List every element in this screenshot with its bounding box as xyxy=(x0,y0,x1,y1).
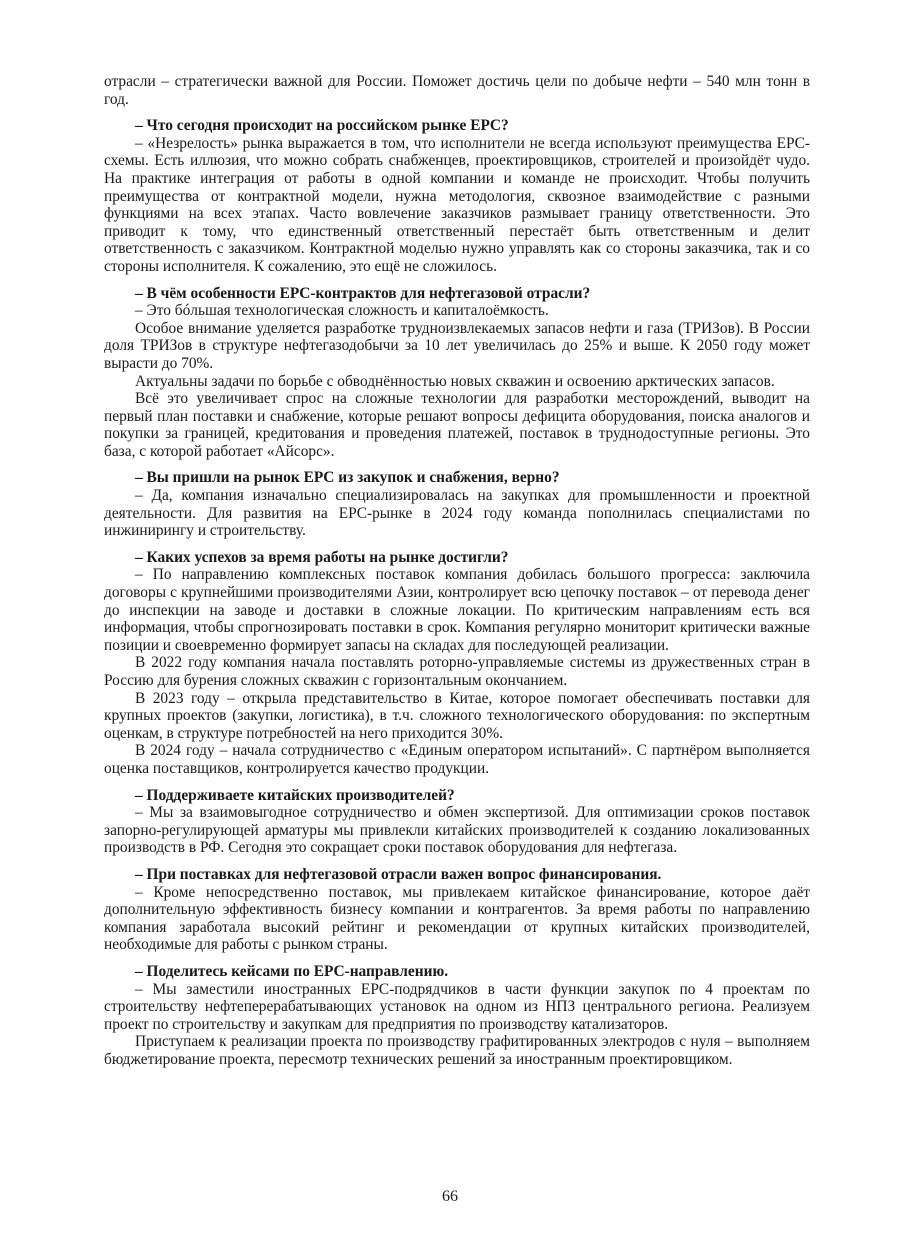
answer-paragraph: – Мы заместили иностранных EPC-подрядчиков в части функции закупок по 4 проектам по строительству нефтеперерабатывающих установок на одном из НПЗ центрального региона. Реализуем проект по строительству и закупкам для предприятия по производству катализаторов. xyxy=(104,980,810,1033)
qa-section-7 xyxy=(104,963,810,1069)
answer-paragraph: – Мы за взаимовыгодное сотрудничество и обмен экспертизой. Для оптимизации сроков поставок запорно-регулирующей арматуры мы привлекли китайских производителей к созданию локализованных производств в РФ. Сегодня это сокращает сроки поставок оборудования для нефтегаза. xyxy=(104,804,810,857)
qa-section-2 xyxy=(104,285,810,461)
question-heading: – В чём особенности EPC-контрактов для нефтегазовой отрасли? xyxy=(135,284,591,302)
qa-section-4 xyxy=(104,549,810,778)
answer-paragraph: – «Незрелость» рынка выражается в том, что исполнители не всегда используют преимущества EPC-схемы. Есть иллюзия, что можно собрать снабженцев, проектировщиков, строителей и произойдёт чудо. На практике интеграция от работы в одной компании и команде не происходит. Чтобы получить преимущества от контрактной модели, нужна методология, сквозное взаимодействие с разными функциями на всех этапах. Часто вовлечение заказчиков размывает границу ответственности. Это приводит к тому, что единственный ответственный перестаёт быть ответственным и делит ответственность с заказчиком. Контрактной моделью нужно управлять как со стороны заказчика, так и со стороны исполнителя. К сожалению, это ещё не сложилось. xyxy=(104,134,810,275)
qa-section-6 xyxy=(104,866,810,954)
question-heading: – Каких успехов за время работы на рынке достигли? xyxy=(135,548,509,566)
answer-paragraph: – Кроме непосредственно поставок, мы привлекаем китайское финансирование, которое даёт дополнительную эффективность бизнесу компании и контрагентов. За время работы по направлению компания заработала высокий рейтинг и рекомендации от крупных китайских производителей, необходимые для работы с рынком страны. xyxy=(104,883,810,954)
answer-paragraph: – Да, компания изначально специализировалась на закупках для промышленности и проектной деятельности. Для развития на EPC-рынке в 2024 году команда пополнилась специалистами по инжинирингу и строительству. xyxy=(104,487,810,540)
qa-section-3 xyxy=(104,469,810,539)
question-heading: – Поделитесь кейсами по EPC-направлению. xyxy=(135,962,449,980)
answer-paragraph: Актуальны задачи по борьбе с обводнённостью новых скважин и освоению арктических запасов. xyxy=(135,372,775,390)
answer-paragraph: Приступаем к реализации проекта по производству графитированных электродов с нуля – выполняем бюджетирование проекта, пересмотр технических решений за иностранным проектировщиком. xyxy=(104,1033,810,1068)
answer-paragraph: В 2024 году – начала сотрудничество с «Единым оператором испытаний». С партнёром выполняется оценка поставщиков, контролируется качество продукции. xyxy=(104,742,810,777)
answer-paragraph: – По направлению комплексных поставок компания добилась большого прогресса: заключила договоры с крупнейшими производителями Азии, контролирует всю цепочку поставок – от перевода денег до инспекции на заводе и доставки в сложные локации. По критическим направлениям есть вся информация, чтобы спрогнозировать поставки в срок. Компания регулярно мониторит критически важные позиции и своевременно формирует запасы на складах для последующей реализации. xyxy=(104,566,810,654)
answer-paragraph: В 2023 году – открыла представительство в Китае, которое помогает обеспечивать поставки для крупных проектов (закупки, логистика), в т.ч. сложного технологического оборудования: по экспертным оценкам, в структуре потребностей на него приходится 30%. xyxy=(104,689,810,742)
article-body xyxy=(104,73,810,1068)
question-heading: – При поставках для нефтегазовой отрасли важен вопрос финансирования. xyxy=(135,865,662,883)
question-heading: – Поддерживаете китайских производителей? xyxy=(135,786,455,804)
question-heading: – Что сегодня происходит на российском рынке EPC? xyxy=(135,117,509,135)
qa-section-1 xyxy=(104,117,810,275)
answer-paragraph: Всё это увеличивает спрос на сложные технологии для разработки месторождений, выводит на первый план поставки и снабжение, которые решают вопросы дефицита оборудования, поиска аналогов и покупки за границей, кредитования и проведения платежей, поставок в труднодоступные регионы. Это база, с которой работает «Айсорс». xyxy=(104,390,810,460)
answer-paragraph: В 2022 году компания начала поставлять роторно-управляемые системы из дружественных стран в Россию для бурения сложных скважин с горизонтальным окончанием. xyxy=(104,654,810,689)
question-heading: – Вы пришли на рынок EPC из закупок и снабжения, верно? xyxy=(135,469,560,487)
answer-paragraph: – Это бóльшая технологическая сложность и капиталоёмкость. xyxy=(135,302,549,320)
page-number: 66 xyxy=(442,1188,458,1205)
qa-section-5 xyxy=(104,787,810,857)
answer-paragraph: Особое внимание уделяется разработке трудноизвлекаемых запасов нефти и газа (ТРИЗов). В России доля ТРИЗов в структуре нефтегазодобычи за 10 лет увеличилась до 25% и выше. К 2050 году может вырасти до 70%. xyxy=(104,319,810,372)
intro-paragraph: отрасли – стратегически важной для России. Поможет достичь цели по добыче нефти – 540 млн тонн в год. xyxy=(104,73,810,108)
